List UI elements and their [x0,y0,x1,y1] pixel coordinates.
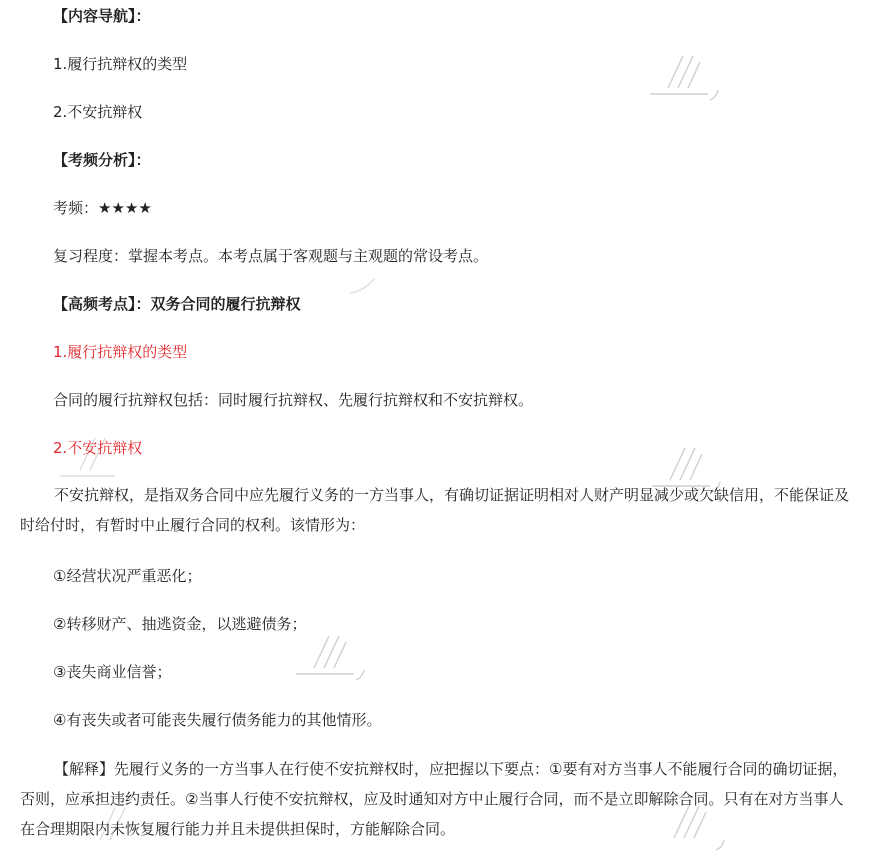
section2-title: 2.不安抗辩权 [53,439,143,457]
nav-heading: 【内容导航】： [53,7,151,25]
watermark [296,628,376,688]
watermark [648,48,728,108]
review-text: 复习程度：掌握本考点。本考点属于客观题与主观题的常设考点。 [53,247,489,265]
case-item-4: ④有丧失或者可能丧失履行债务能力的其他情形。 [53,711,382,729]
explanation-text: 【解释】先履行义务的一方当事人在行使不安抗辩权时，应把握以下要点：①要有对方当事人不能履行合同的确切证据，否则，应承担违约责任。②当事人行使不安抗辩权，应及时通知对方中止履行合同，而不是立即解除合同。只有在对方当事人在合理期限内未恢复履行能力并且未提供担保时，方能解除合同。 [20,760,848,838]
nav-item-1: 1.履行抗辩权的类型 [53,55,188,73]
section1-title: 1.履行抗辩权的类型 [53,343,188,361]
section2-text: 不安抗辩权，是指双务合同中应先履行义务的一方当事人，有确切证据证明相对人财产明显减少或欠缺信用，不能保证及时给付时，有暂时中止履行合同的权利。该情形为： [20,486,850,534]
case-item-1: ①经营状况严重恶化； [53,567,202,585]
nav-item-2: 2.不安抗辩权 [53,103,143,121]
analysis-heading: 【考频分析】： [53,151,151,169]
topic-heading: 【高频考点】：双务合同的履行抗辩权 [53,295,301,313]
case-item-3: ③丧失商业信誉； [53,663,172,681]
section1-text: 合同的履行抗辩权包括：同时履行抗辩权、先履行抗辩权和不安抗辩权。 [53,391,534,409]
frequency-text: 考频：★★★★ [53,199,152,217]
case-item-2: ②转移财产、抽逃资金，以逃避债务； [53,615,307,633]
